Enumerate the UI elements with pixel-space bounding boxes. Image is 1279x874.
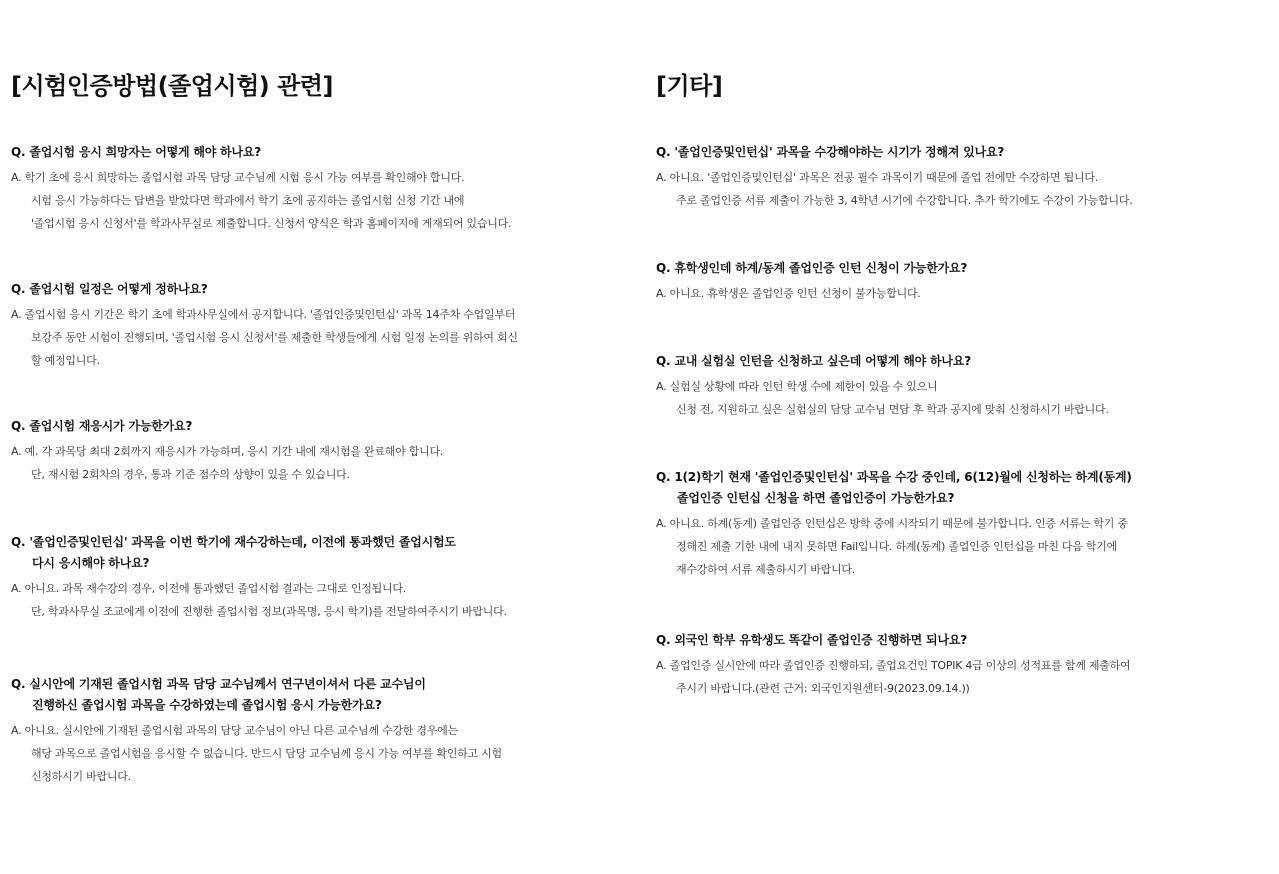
faq-question: Q. 교내 실험실 인턴을 신청하고 싶은데 어떻게 해야 하나요? <box>656 354 971 368</box>
faq-answer: A. 아니요. 실시안에 기재된 졸업시험 과목의 담당 교수님이 아닌 다른 교수님께 수강한 경우에는 해당 과목으로 졸업시험을 응시할 수 없습니다. 반드시 담당 교수님께 응시 가능 여부를 확인하고 시험 신청하시기 바랍니다. <box>11 724 502 783</box>
section-title-etc: [기타] <box>656 72 723 100</box>
faq-answer: A. 실험실 상황에 따라 인턴 학생 수에 제한이 있을 수 있으니 신청 전, 지원하고 싶은 실험실의 담당 교수님 면담 후 학과 공지에 맞춰 신청하시기 바랍니다. <box>656 380 1109 416</box>
faq-item <box>656 630 1256 700</box>
faq-question: Q. '졸업인증및인턴십' 과목을 수강해야하는 시기가 정해져 있나요? <box>656 145 1005 159</box>
faq-item <box>11 674 621 788</box>
faq-item <box>656 351 1256 421</box>
faq-item <box>11 532 621 623</box>
faq-question: Q. 졸업시험 응시 희망자는 어떻게 해야 하나요? <box>11 145 262 159</box>
faq-item <box>656 467 1256 581</box>
faq-question: Q. 1(2)학기 현재 '졸업인증및인턴십' 과목을 수강 중인데, 6(12)월에 신청하는 하계(동계) 졸업인증 인턴십 신청을 하면 졸업인증이 가능한가요? <box>656 470 1132 505</box>
faq-answer: A. 아니요. 과목 재수강의 경우, 이전에 통과했던 졸업시험 결과는 그대로 인정됩니다. 단, 학과사무실 조교에게 이전에 진행한 졸업시험 정보(과목명, 응시 학기)를 전달하여주시기 바랍니다. <box>11 582 507 618</box>
faq-question: Q. '졸업인증및인턴십' 과목을 이번 학기에 재수강하는데, 이전에 통과했던 졸업시험도 다시 응시해야 하나요? <box>11 535 456 570</box>
faq-answer: A. 아니요. 휴학생은 졸업인증 인턴 신청이 불가능합니다. <box>656 287 921 300</box>
section-title-graduation-exam: [시험인증방법(졸업시험) 관련] <box>11 72 333 100</box>
faq-item <box>11 416 621 486</box>
faq-answer: A. 아니요. 하계(동계) 졸업인증 인턴십은 방학 중에 시작되기 때문에 불가합니다. 인증 서류는 학기 중 정해진 제출 기한 내에 내지 못하면 Fail입니다. 하계(동계) 졸업인증 인턴십을 마친 다음 학기에 재수강하여 서류 제출하시기 바랍니다. <box>656 517 1128 576</box>
faq-answer: A. 학기 초에 응시 희망하는 졸업시험 과목 담당 교수님께 시험 응시 가능 여부를 확인해야 합니다. 시험 응시 가능하다는 답변을 받았다면 학과에서 학기 초에 공지하는 졸업시험 신청 기간 내에 '졸업시험 응시 신청서'를 학과사무실로 제출합니다. 신청서 양식은 학과 홈페이지에 게재되어 있습니다. <box>11 171 512 230</box>
faq-item <box>11 279 621 372</box>
faq-item <box>656 258 1256 305</box>
faq-answer: A. 예. 각 과목당 최대 2회까지 재응시가 가능하며, 응시 기간 내에 재시험을 완료해야 합니다. 단, 재시험 2회차의 경우, 통과 기준 점수의 상향이 있을 수 있습니다. <box>11 445 444 481</box>
faq-question: Q. 졸업시험 일정은 어떻게 정하나요? <box>11 282 208 296</box>
faq-column-graduation-exam <box>11 62 621 783</box>
faq-item <box>11 142 621 235</box>
faq-column-etc <box>656 62 1256 695</box>
faq-item <box>656 142 1256 212</box>
faq-question: Q. 휴학생인데 하계/동계 졸업인증 인턴 신청이 가능한가요? <box>656 261 968 275</box>
faq-answer: A. 졸업인증 실시안에 따라 졸업인증 진행하되, 졸업요건인 TOPIK 4급 이상의 성적표를 함께 제출하여 주시기 바랍니다.(관련 근거: 외국인지원센터-9(2023.09.14.)) <box>656 659 1131 695</box>
faq-question: Q. 실시안에 기재된 졸업시험 과목 담당 교수님께서 연구년이셔서 다른 교수님이 진행하신 졸업시험 과목을 수강하였는데 졸업시험 응시 가능한가요? <box>11 677 426 712</box>
faq-question: Q. 졸업시험 재응시가 가능한가요? <box>11 419 193 433</box>
faq-answer: A. 졸업시험 응시 기간은 학기 초에 학과사무실에서 공지합니다. '졸업인증및인턴십' 과목 14주차 수업일부터 보강주 동안 시험이 진행되며, '졸업시험 응시 신청서'를 제출한 학생들에게 시험 일정 논의를 위하여 회신 할 예정입니다. <box>11 308 518 367</box>
faq-answer: A. 아니요. '졸업인증및인턴십' 과목은 전공 필수 과목이기 때문에 졸업 전에만 수강하면 됩니다. 주로 졸업인증 서류 제출이 가능한 3, 4학년 시기에 수강합니다. 추가 학기에도 수강이 가능합니다. <box>656 171 1133 207</box>
faq-question: Q. 외국인 학부 유학생도 똑같이 졸업인증 진행하면 되나요? <box>656 633 967 647</box>
